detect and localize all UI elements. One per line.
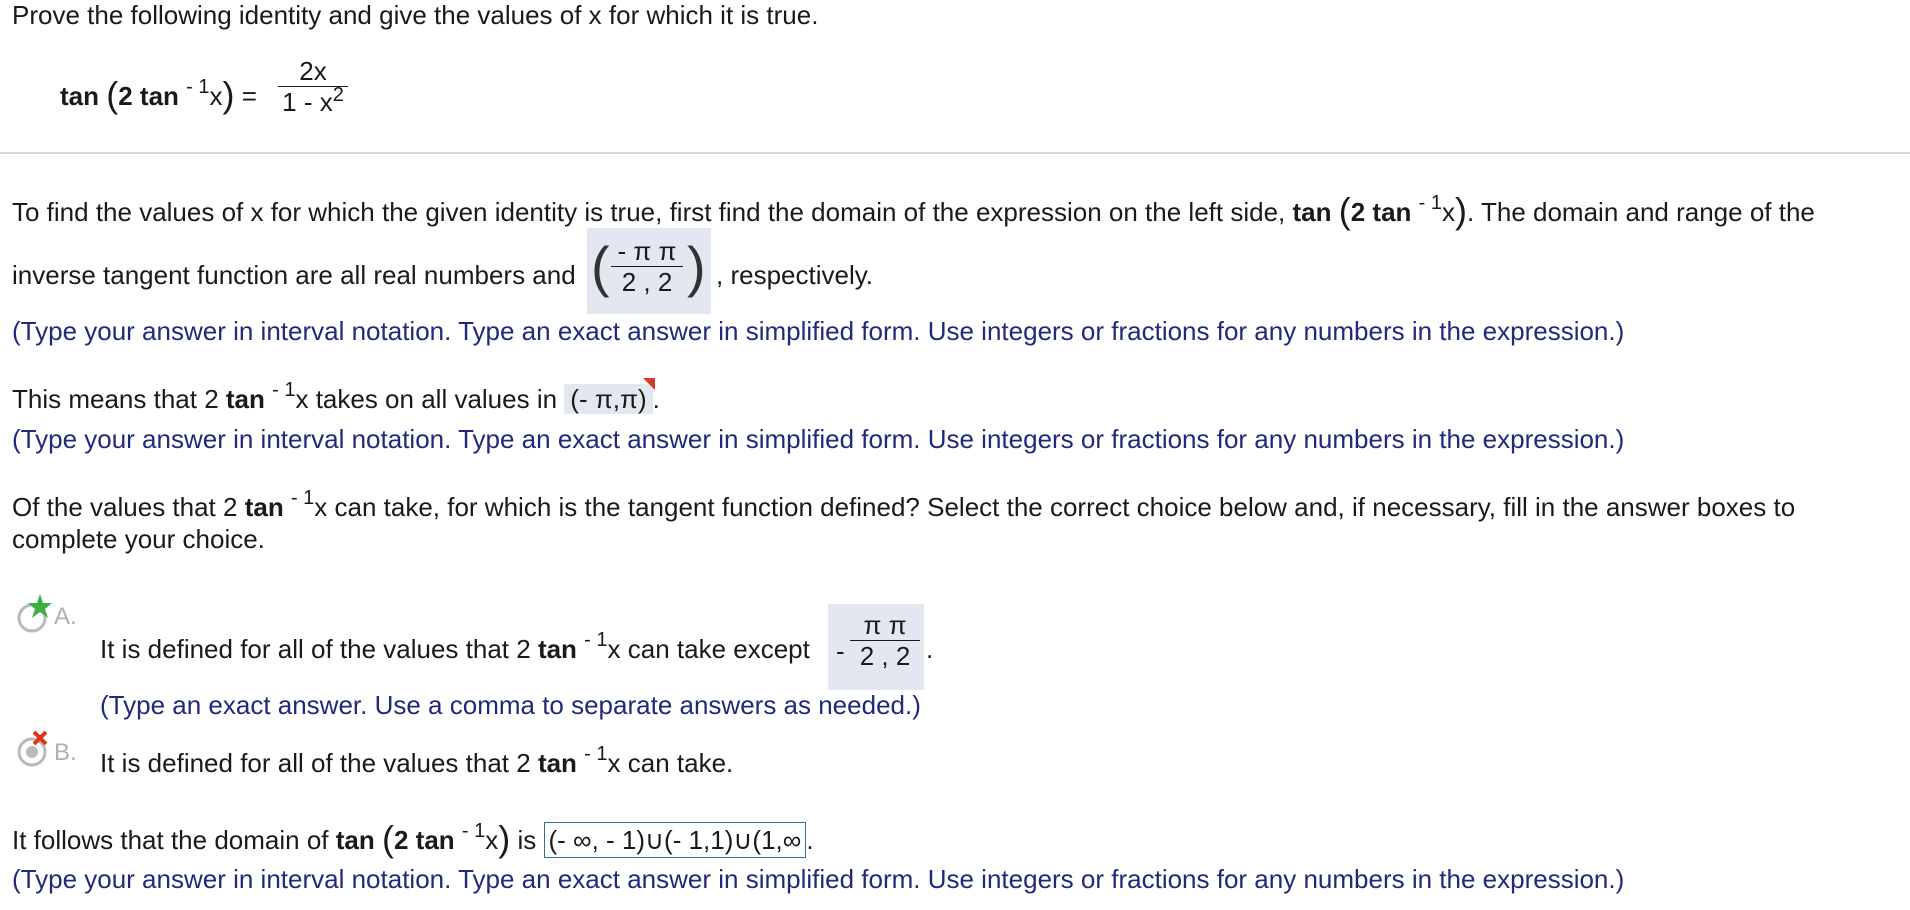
range-answer-box[interactable]: ( $\frac{\text{- π π}}{2 , 2}$ ) (587, 228, 711, 314)
choice-b-label: B. (54, 739, 77, 766)
step4-line: It follows that the domain of tan (2 tan $^{- 1}$x) is (- ∞, - 1)∪(- 1,1)∪(1,∞ . (12, 818, 814, 859)
step4-period: . (806, 825, 814, 855)
rhs-den-superscript: 2 (332, 84, 344, 106)
choice-a-period: . (926, 634, 934, 664)
choice-a-text-a: It is defined for all of the values that 2 (100, 634, 531, 664)
step1-line2: inverse tangent function are all real numbers and (12, 260, 576, 290)
step1-superscript: - 1 (1418, 192, 1442, 214)
step4-tan: tan (335, 825, 375, 855)
step2-text-a: This means that 2 (12, 384, 219, 414)
choice-a-minus: - (836, 636, 845, 666)
step2-hint: (Type your answer in interval notation. Type an exact answer in simplified form. Use integers or fractions for any numbers in the expression.) (12, 424, 1625, 454)
step2-tan: tan (225, 384, 265, 414)
domain-answer: (- ∞, - 1)∪(- 1,1)∪(1,∞ (548, 825, 802, 855)
step2-superscript: - 1 (272, 379, 296, 401)
step2-period: . (652, 384, 660, 414)
step3-line2: complete your choice. (12, 524, 265, 554)
choice-b-text-b: x can take. (607, 748, 734, 778)
section-divider (0, 152, 1910, 154)
step3-tan: tan (244, 492, 284, 522)
rhs-numerator: 2x (278, 58, 348, 87)
step4-tan-inner: 2 tan (393, 825, 455, 855)
choice-b-tan: tan (537, 748, 577, 778)
rhs-denominator: 1 - x (282, 87, 333, 117)
choice-a-answer-box[interactable] (828, 604, 924, 690)
step1-respectively: , respectively. (716, 260, 874, 290)
problem-prompt: Prove the following identity and give the values of x for which it is true. (12, 0, 819, 30)
step2-text-b: x takes on all values in (295, 384, 558, 414)
step3-line1 (12, 487, 1796, 525)
step1-x: x (1442, 197, 1455, 227)
choice-a-tan: tan (537, 634, 577, 664)
choice-a-text (100, 629, 810, 667)
step1-hint: (Type your answer in interval notation. Type an exact answer in simplified form. Use integers or fractions for any numbers in the expression.) (12, 316, 1625, 346)
choice-a-superscript: - 1 (584, 629, 608, 651)
variable-x: x (209, 81, 223, 111)
step3-text-a: Of the values that 2 (12, 492, 238, 522)
tan-inner: 2 tan (118, 81, 179, 111)
step1-tan-inner: 2 tan (1350, 197, 1412, 227)
step2-answer: (- π,π) (570, 384, 647, 414)
step3-superscript: - 1 (290, 487, 315, 509)
step4-text-b: is (517, 825, 537, 855)
tan-function: tan (60, 81, 99, 111)
identity-lhs: tan (2 tan $^{- 1}$x) = (60, 74, 257, 115)
choice-a-hint: (Type an exact answer. Use a comma to separate answers as needed.) (100, 690, 921, 720)
step2-answer-box[interactable] (564, 384, 652, 414)
choice-b-text (100, 743, 734, 781)
choice-b-superscript: - 1 (584, 743, 608, 765)
choice-a-numerator: π π (850, 612, 920, 641)
choice-a-denominator: 2 , 2 (859, 641, 911, 671)
range-numerator: - π π (611, 238, 683, 267)
choice-b-text-a: It is defined for all of the values that 2 (100, 748, 531, 778)
choice-a-label: A. (54, 603, 77, 630)
step2-line (12, 379, 660, 417)
step4-x: x (485, 825, 499, 855)
range-denominator: 2 , 2 (621, 267, 673, 297)
step1-text-a: To find the values of x for which the given identity is true, first find the domain of the expression on the left side, (12, 197, 1286, 227)
step4-text-a: It follows that the domain of (12, 825, 329, 855)
step4-superscript: - 1 (461, 820, 486, 842)
inverse-superscript: - 1 (186, 76, 210, 98)
step1-tan: tan (1292, 197, 1332, 227)
step3-text-b: x can take, for which is the tangent function defined? Select the correct choice below and, if necessary, fill in the answer boxes to (314, 492, 1796, 522)
feedback-flag-icon (643, 378, 655, 390)
equals-sign: = (241, 81, 257, 111)
choice-a-text-b: x can take except (607, 634, 810, 664)
domain-answer-box[interactable] (544, 822, 807, 858)
step1-text-b: . The domain and range of the (1467, 197, 1815, 227)
step1-line1: To find the values of x for which the given identity is true, first find the domain of the expression on the left side, tan (2 tan $^{- 1}$x). The domain and range of the (12, 190, 1815, 231)
identity-rhs-fraction (278, 58, 348, 118)
step4-hint: (Type your answer in interval notation. Type an exact answer in simplified form. Use integers or fractions for any numbers in the expression.) (12, 864, 1625, 894)
